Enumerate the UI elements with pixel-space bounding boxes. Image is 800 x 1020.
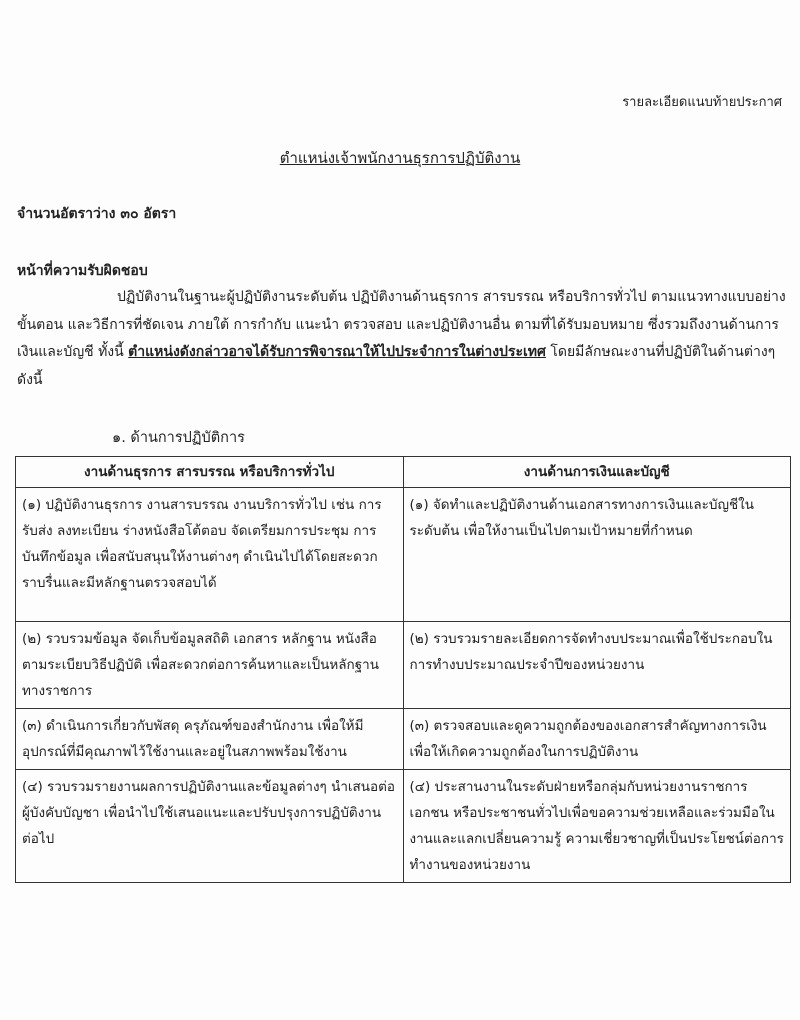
table-cell: (๔) ประสานงานในระดับฝ่ายหรือกลุ่มกับหน่วยงานราชการ เอกชน หรือประชาชนทั่วไปเพื่อขอความช่วยเหลือและร่วมมือในงานและแลกเปลี่ยนความรู้ ความเชี่ยวชาญที่เป็นประโยชน์ต่อการทำงานของหน่วยงาน (403, 770, 791, 883)
table-cell: (๔) รวบรวมรายงานผลการปฏิบัติงานและข้อมูลต่างๆ นำเสนอต่อผู้บังคับบัญชา เพื่อนำไปใช้เสนอแนะและปรับปรุงการปฏิบัติงานต่อไป (16, 770, 404, 883)
vacancies: จำนวนอัตราว่าง ๓๐ อัตรา (17, 206, 177, 222)
section-heading: ๑. ด้านการปฏิบัติการ (112, 430, 245, 446)
duties-heading: หน้าที่ความรับผิดชอบ (17, 263, 148, 279)
table-cell: (๓) ดำเนินการเกี่ยวกับพัสดุ ครุภัณฑ์ของสำนักงาน เพื่อให้มีอุปกรณ์ที่มีคุณภาพไว้ใช้งานและอยู่ในสภาพพร้อมใช้งาน (16, 709, 404, 770)
duties-tail: โดยมีลักษณะงานที่ปฏิบัติในด้านต่างๆ ดังนี้ (17, 344, 776, 388)
header-note: รายละเอียดแนบท้ายประกาศ (622, 95, 782, 110)
table-header-row (16, 457, 791, 488)
duties-text: ปฏิบัติงานในฐานะผู้ปฏิบัติงานระดับต้น ปฏิบัติงานด้านธุรการ สารบรรณ หรือบริการทั่วไป ตามแนวทางแบบอย่าง ขั้นตอน และวิธีการที่ชัดเจน ภายใต้ การกำกับ แนะนำ ตรวจสอบ และปฏิบัติงานอื่น ตามที่ได้รับมอบหมาย ซึ่งรวมถึงงานด้านการเงินและบัญชี ทั้งนี้ (17, 289, 786, 360)
column-header: งานด้านการเงินและบัญชี (403, 457, 791, 488)
duties-paragraph (17, 284, 787, 394)
table-cell: (๓) ตรวจสอบและดูความถูกต้องของเอกสารสำคัญทางการเงิน เพื่อให้เกิดความถูกต้องในการปฏิบัติงาน (403, 709, 791, 770)
table-row (16, 488, 791, 622)
table-cell: (๒) รวบรวมข้อมูล จัดเก็บข้อมูลสถิติ เอกสาร หลักฐาน หนังสือ ตามระเบียบวิธีปฏิบัติ เพื่อสะดวกต่อการค้นหาและเป็นหลักฐานทางราชการ (16, 622, 404, 709)
table-cell: (๑) จัดทำและปฏิบัติงานด้านเอกสารทางการเงินและบัญชีในระดับต้น เพื่อให้งานเป็นไปตามเป้าหมายที่กำหนด (403, 488, 791, 622)
table-cell: (๒) รวบรวมรายละเอียดการจัดทำงบประมาณเพื่อใช้ประกอบในการทำงบประมาณประจำปีของหน่วยงาน (403, 622, 791, 709)
table-cell: (๑) ปฏิบัติงานธุรการ งานสารบรรณ งานบริการทั่วไป เช่น การรับส่ง ลงทะเบียน ร่างหนังสือโต้ตอบ จัดเตรียมการประชุม การบันทึกข้อมูล เพื่อสนับสนุนให้งานต่างๆ ดำเนินไปได้โดยสะดวกราบรื่นและมีหลักฐานตรวจสอบได้ (16, 488, 404, 622)
page-title: ตำแหน่งเจ้าพนักงานธุรการปฏิบัติงาน (279, 149, 521, 167)
duties-emphasis: ตำแหน่งดังกล่าวอาจได้รับการพิจารณาให้ไปประจำการในต่างประเทศ (128, 344, 546, 360)
table-row (16, 709, 791, 770)
duties-table (15, 456, 791, 883)
column-header: งานด้านธุรการ สารบรรณ หรือบริการทั่วไป (16, 457, 404, 488)
table-row (16, 622, 791, 709)
table-row (16, 770, 791, 883)
